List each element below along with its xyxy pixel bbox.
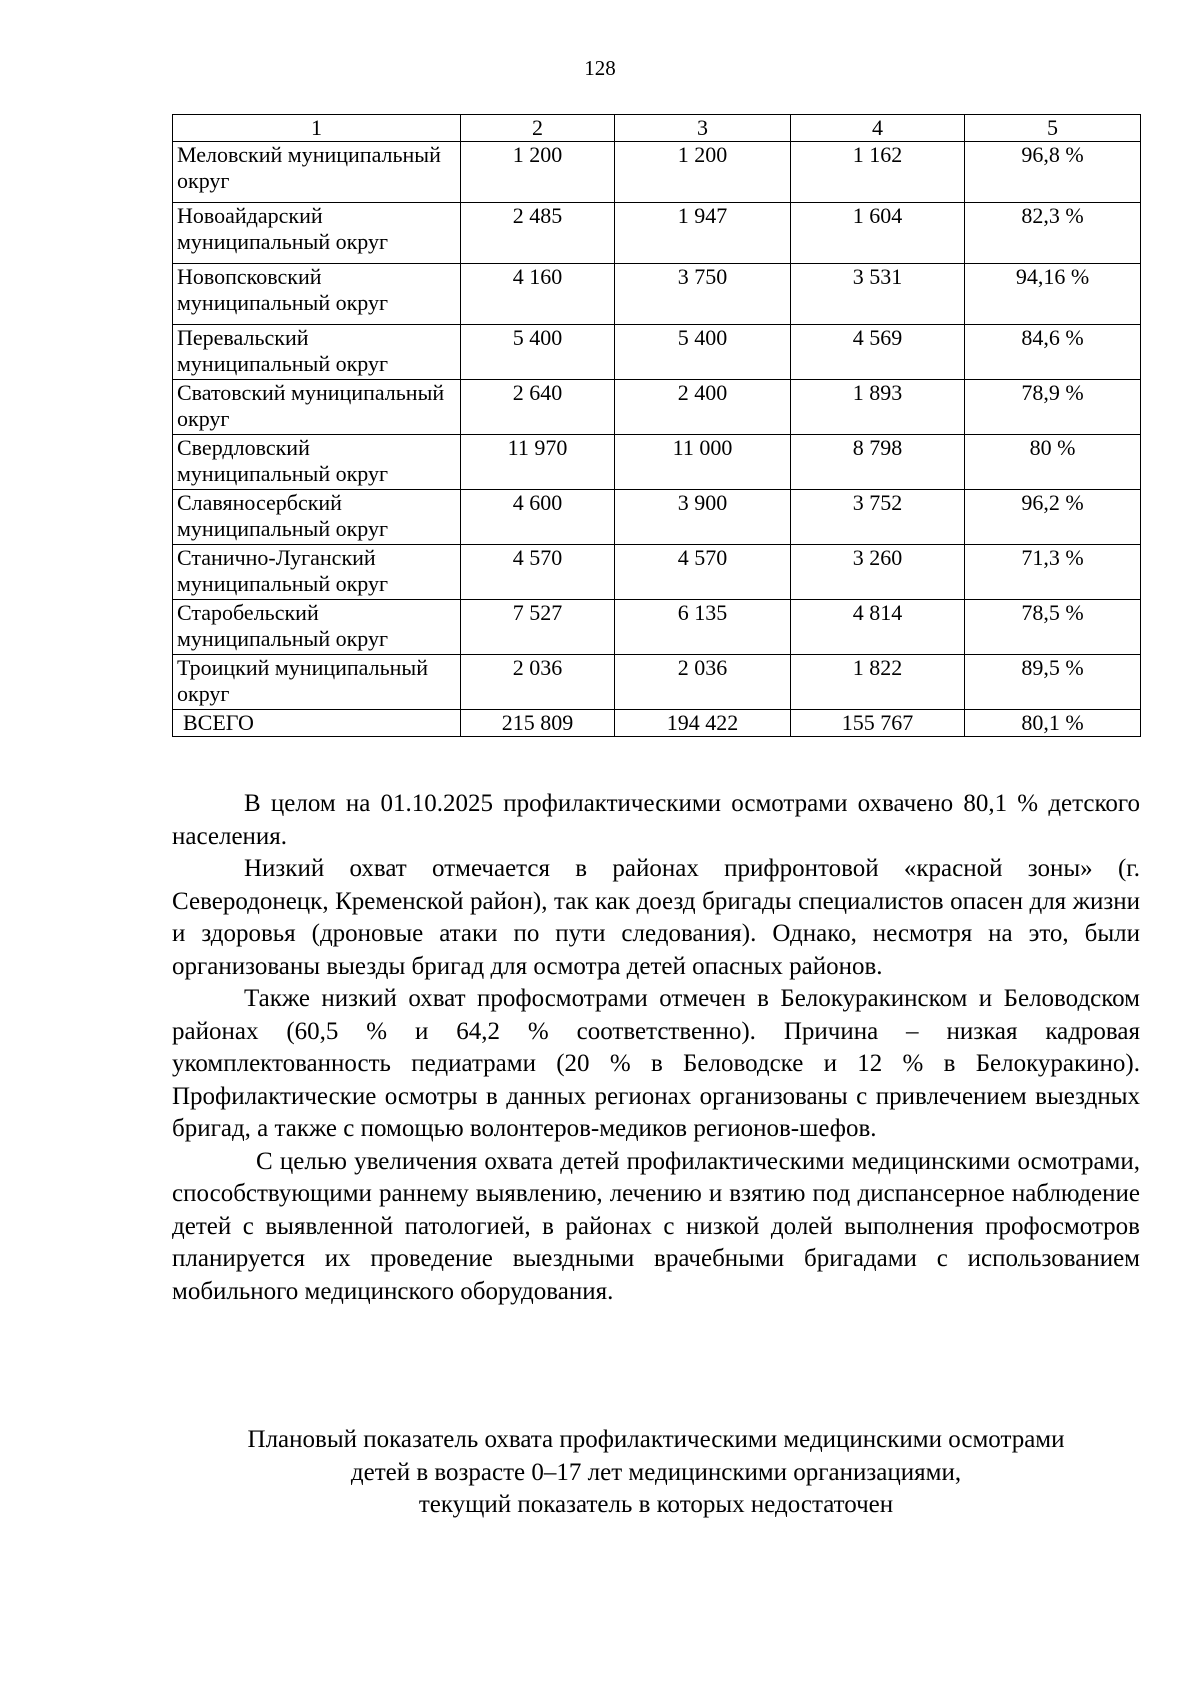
- cell-col4: 8 798: [791, 435, 965, 490]
- cell-col5: 80 %: [965, 435, 1141, 490]
- total-col5: 80,1 %: [965, 710, 1141, 737]
- district-name: Меловский муниципальный округ: [173, 142, 461, 203]
- cell-col4: 3 752: [791, 490, 965, 545]
- cell-col3: 6 135: [615, 600, 791, 655]
- cell-col2: 4 160: [461, 264, 615, 325]
- header-cell: 4: [791, 115, 965, 142]
- page-number: 128: [584, 56, 616, 80]
- district-name: Славяносербский муниципальный округ: [173, 490, 461, 545]
- district-name: Станично-Луганский муниципальный округ: [173, 545, 461, 600]
- table-row: [173, 325, 1141, 380]
- cell-col2: 11 970: [461, 435, 615, 490]
- cell-col2: 4 570: [461, 545, 615, 600]
- cell-col5: 78,9 %: [965, 380, 1141, 435]
- cell-col4: 1 822: [791, 655, 965, 710]
- cell-col4: 1 893: [791, 380, 965, 435]
- district-name: Перевальский муниципальный округ: [173, 325, 461, 380]
- cell-col4: 1 604: [791, 203, 965, 264]
- heading-line: Плановый показатель охвата профилактическими медицинскими осмотрами: [247, 1426, 1065, 1453]
- body-text: [172, 788, 1140, 1308]
- table-row: [173, 655, 1141, 710]
- cell-col2: 2 640: [461, 380, 615, 435]
- district-name: Новоайдарский муниципальный округ: [173, 203, 461, 264]
- cell-col4: 4 814: [791, 600, 965, 655]
- cell-col2: 1 200: [461, 142, 615, 203]
- cell-col3: 11 000: [615, 435, 791, 490]
- cell-col5: 89,5 %: [965, 655, 1141, 710]
- cell-col4: 3 531: [791, 264, 965, 325]
- cell-col3: 3 900: [615, 490, 791, 545]
- table-row: [173, 600, 1141, 655]
- district-name: Сватовский муниципальный округ: [173, 380, 461, 435]
- cell-col5: 96,2 %: [965, 490, 1141, 545]
- paragraph: В целом на 01.10.2025 профилактическими осмотрами охвачено 80,1 % детского населения.: [172, 790, 1140, 850]
- table-row: [173, 435, 1141, 490]
- cell-col3: 2 036: [615, 655, 791, 710]
- section-heading: [172, 1424, 1140, 1522]
- cell-col4: 4 569: [791, 325, 965, 380]
- cell-col4: 1 162: [791, 142, 965, 203]
- total-col4: 155 767: [791, 710, 965, 737]
- district-name: Свердловский муниципальный округ: [173, 435, 461, 490]
- cell-col4: 3 260: [791, 545, 965, 600]
- table-row: [173, 142, 1141, 203]
- cell-col5: 96,8 %: [965, 142, 1141, 203]
- paragraph: Низкий охват отмечается в районах прифронтовой «красной зоны» (г. Северодонецк, Кременской район), так как доезд бригады специалистов опасен для жизни и здоровья (дроновые атаки по пути следования). Однако, несмотря на это, были организованы выезды бригад для осмотра детей опасных районов.: [172, 855, 1140, 980]
- cell-col2: 2 036: [461, 655, 615, 710]
- district-name: Троицкий муниципальный округ: [173, 655, 461, 710]
- total-label: ВСЕГО: [173, 710, 461, 737]
- cell-col2: 5 400: [461, 325, 615, 380]
- header-cell: 1: [173, 115, 461, 142]
- cell-col5: 82,3 %: [965, 203, 1141, 264]
- cell-col2: 4 600: [461, 490, 615, 545]
- header-cell: 3: [615, 115, 791, 142]
- table-row: [173, 380, 1141, 435]
- table-total-row: [173, 710, 1141, 737]
- cell-col2: 7 527: [461, 600, 615, 655]
- table-row: [173, 264, 1141, 325]
- district-name: Новопсковский муниципальный округ: [173, 264, 461, 325]
- cell-col5: 84,6 %: [965, 325, 1141, 380]
- cell-col3: 3 750: [615, 264, 791, 325]
- cell-col5: 78,5 %: [965, 600, 1141, 655]
- heading-line: текущий показатель в которых недостаточен: [418, 1491, 894, 1518]
- table-header-row: [173, 115, 1141, 142]
- cell-col2: 2 485: [461, 203, 615, 264]
- total-col3: 194 422: [615, 710, 791, 737]
- table-row: [173, 545, 1141, 600]
- paragraph: Также низкий охват профосмотрами отмечен в Белокуракинском и Беловодском районах (60,5 % и 64,2 % соответственно). Причина – низкая кадровая укомплектованность педиатрами (20 % в Беловодске и 12 % в Белокуракино). Профилактические осмотры в данных регионах организованы с привлечением выездных бригад, а также с помощью волонтеров-медиков регионов-шефов.: [172, 985, 1140, 1142]
- header-cell: 5: [965, 115, 1141, 142]
- cell-col5: 71,3 %: [965, 545, 1141, 600]
- district-name: Старобельский муниципальный округ: [173, 600, 461, 655]
- cell-col3: 4 570: [615, 545, 791, 600]
- table-row: [173, 203, 1141, 264]
- cell-col3: 1 947: [615, 203, 791, 264]
- cell-col5: 94,16 %: [965, 264, 1141, 325]
- cell-col3: 1 200: [615, 142, 791, 203]
- header-cell: 2: [461, 115, 615, 142]
- coverage-table: [172, 114, 1141, 737]
- paragraph: С целью увеличения охвата детей профилактическими медицинскими осмотрами, способствующими раннему выявлению, лечению и взятию под диспансерное наблюдение детей с выявленной патологией, в районах с низкой долей выполнения профосмотров планируется их проведение выездными врачебными бригадами с использованием мобильного медицинского оборудования.: [172, 1147, 1140, 1305]
- cell-col3: 2 400: [615, 380, 791, 435]
- heading-line: детей в возрасте 0–17 лет медицинскими организациями,: [350, 1458, 962, 1486]
- total-col2: 215 809: [461, 710, 615, 737]
- table-row: [173, 490, 1141, 545]
- cell-col3: 5 400: [615, 325, 791, 380]
